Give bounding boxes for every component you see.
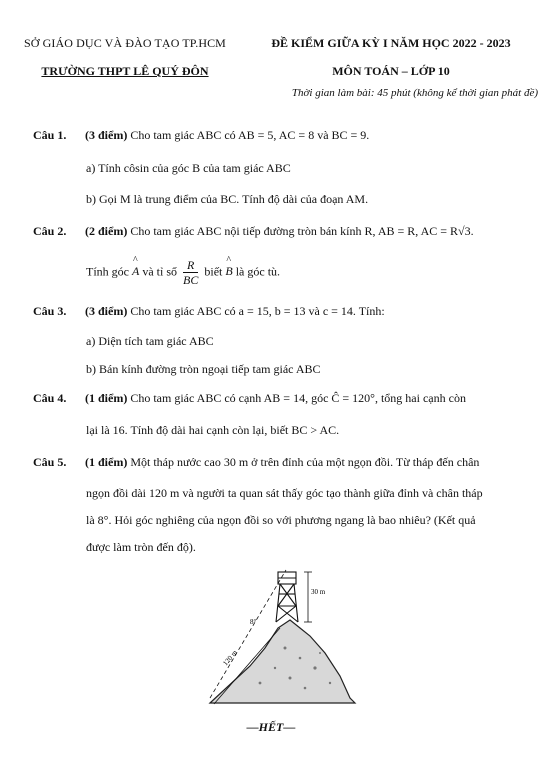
angle-a-symbol: ^ A xyxy=(132,264,139,279)
question-text: Cho tam giác ABC nội tiếp đường tròn bán kính R, AB = R, AC = R√3. xyxy=(127,224,474,238)
text-fragment: biết xyxy=(204,264,223,279)
slope-length-label: 120 m xyxy=(221,648,239,668)
question-number: Câu 4. xyxy=(33,391,67,405)
question-points: (2 điểm) xyxy=(85,224,128,238)
question-1-part-b: b) Gọi M là trung điểm của BC. Tính độ dài của đoạn AM. xyxy=(86,192,369,206)
question-4-line-2: lại là 16. Tính độ dài hai cạnh còn lại, biết BC > AC. xyxy=(86,423,340,437)
text-fragment: Tính góc xyxy=(86,264,129,279)
question-4 xyxy=(33,391,466,406)
question-text: Cho tam giác ABC có cạnh AB = 14, góc Ĉ = 120°, tổng hai cạnh còn xyxy=(127,391,466,405)
header-right xyxy=(244,36,538,99)
question-5-line-2: ngọn đồi dài 120 m và người ta quan sát thấy góc tạo thành giữa đỉnh và chân tháp xyxy=(86,486,483,500)
question-2-line-2 xyxy=(86,258,280,287)
school-name: TRƯỜNG THPT LÊ QUÝ ĐÔN xyxy=(41,64,209,78)
question-number: Câu 2. xyxy=(33,224,67,238)
question-3 xyxy=(33,304,385,319)
fraction-denominator: BC xyxy=(183,273,199,287)
question-points: (1 điểm) xyxy=(85,391,128,405)
exam-title: ĐỀ KIỂM GIỮA KỲ I NĂM HỌC 2022 - 2023 xyxy=(271,36,511,50)
question-2 xyxy=(33,224,474,239)
tower-hill-figure xyxy=(190,558,360,708)
question-points: (3 điểm) xyxy=(85,304,128,318)
tower-height-label: 30 m xyxy=(311,588,326,596)
question-3-part-a: a) Diện tích tam giác ABC xyxy=(86,334,214,348)
fraction-r-over-bc xyxy=(183,258,198,287)
question-points: (1 điểm) xyxy=(85,455,128,469)
question-number: Câu 3. xyxy=(33,304,67,318)
question-5-line-4: được làm tròn đến độ). xyxy=(86,540,196,554)
question-text: Cho tam giác ABC có a = 15, b = 13 và c = 14. Tính: xyxy=(127,304,385,318)
question-5-line-3: là 8°. Hỏi góc nghiêng của ngọn đồi so với phương ngang là bao nhiêu? (Kết quả xyxy=(86,513,476,527)
question-points: (3 điểm) xyxy=(85,128,128,142)
question-number: Câu 5. xyxy=(33,455,67,469)
time-note: Thời gian làm bài: 45 phút (không kể thời gian phát đề) xyxy=(291,87,538,99)
question-5 xyxy=(33,455,479,470)
question-text: Một tháp nước cao 30 m ở trên đỉnh của một ngọn đồi. Từ tháp đến chân xyxy=(127,455,480,469)
angle-label: 8° xyxy=(250,618,257,626)
angle-b-symbol: ^ B xyxy=(225,264,232,279)
subject-title: MÔN TOÁN – LỚP 10 xyxy=(332,64,450,78)
text-fragment: và tỉ số xyxy=(142,264,178,279)
text-fragment: là góc tù. xyxy=(235,264,281,279)
question-number: Câu 1. xyxy=(33,128,67,142)
question-1 xyxy=(33,128,369,143)
question-3-part-b: b) Bán kính đường tròn ngoại tiếp tam giác ABC xyxy=(86,362,321,376)
water-tower xyxy=(276,572,298,622)
department-name: SỞ GIÁO DỤC VÀ ĐÀO TẠO TP.HCM xyxy=(24,36,226,50)
question-1-part-a: a) Tính côsin của góc B của tam giác ABC xyxy=(86,161,291,175)
question-text: Cho tam giác ABC có AB = 5, AC = 8 và BC = 9. xyxy=(127,128,370,142)
end-marker: —HẾT— xyxy=(246,720,296,734)
fraction-numerator: R xyxy=(183,258,198,273)
header-left xyxy=(10,36,240,79)
